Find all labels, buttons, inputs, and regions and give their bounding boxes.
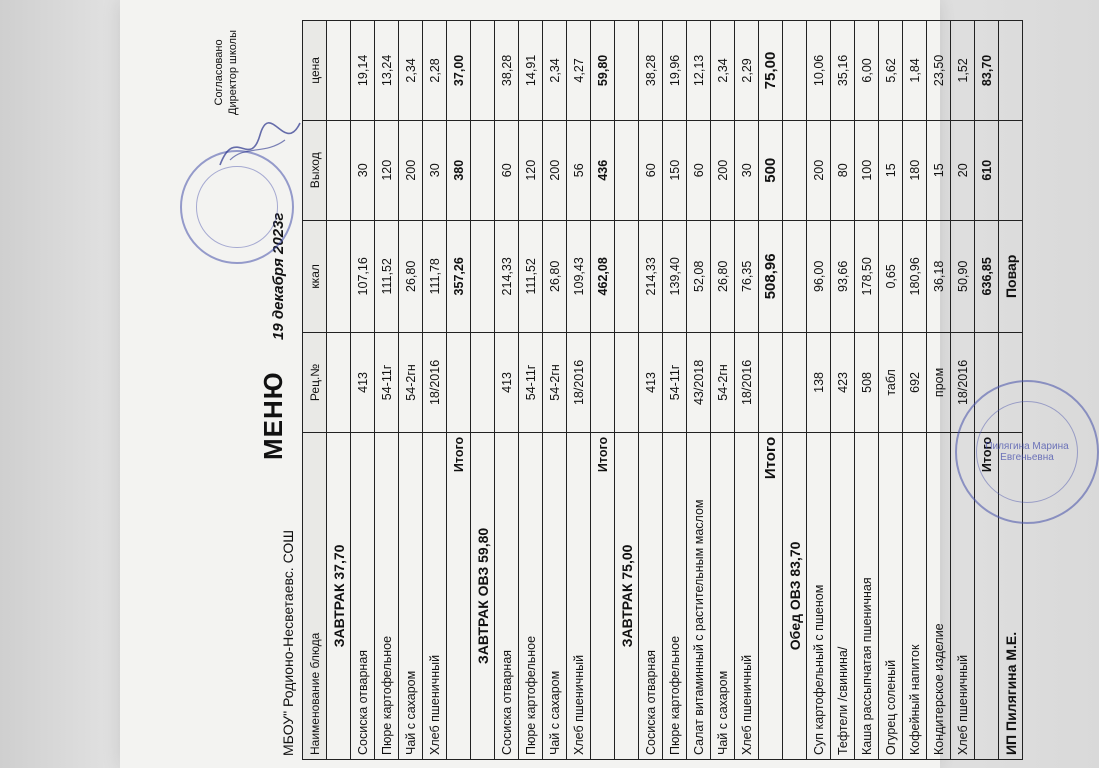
table-row [735,21,759,760]
dish-output: 20 [951,120,975,220]
dish-output: 150 [663,120,687,220]
total-row [591,21,615,760]
dish-kcal: 26,80 [711,220,735,332]
table-row [927,21,951,760]
dish-price: 2,28 [423,21,447,121]
dish-output: 200 [543,120,567,220]
cook-label: Повар [999,220,1023,332]
dish-name: Суп картофельный с пшеном [807,432,831,759]
dish-recipe: 508 [855,333,879,433]
dish-output: 15 [927,120,951,220]
section-row [615,21,639,760]
dish-recipe: 138 [807,333,831,433]
menu-table-body [327,21,1023,760]
total-kcal: 357,26 [447,220,471,332]
section-row [471,21,495,760]
dish-kcal: 109,43 [567,220,591,332]
dish-price: 23,50 [927,21,951,121]
total-output: 436 [591,120,615,220]
dish-name: Пюре картофельное [519,432,543,759]
table-row [639,21,663,760]
dish-recipe: 54-2гн [711,333,735,433]
dish-price: 4,27 [567,21,591,121]
dish-recipe: 54-2гн [543,333,567,433]
menu-date: 19 декабря 2023г [270,212,287,340]
col-output-header: Выход [303,120,327,220]
section-title: ЗАВТРАК 75,00 [615,432,639,759]
total-price: 75,00 [759,21,783,121]
dish-output: 120 [519,120,543,220]
dish-recipe: табл [879,333,903,433]
dish-output: 30 [735,120,759,220]
dish-output: 180 [903,120,927,220]
signature-scribble [215,115,305,175]
dish-kcal: 111,78 [423,220,447,332]
dish-kcal: 178,50 [855,220,879,332]
dish-price: 5,62 [879,21,903,121]
table-row [495,21,519,760]
dish-name: Салат витаминный с растительным маслом [687,432,711,759]
approval-note [212,30,240,115]
section-title: ЗАВТРАК 37,70 [327,432,351,759]
total-kcal: 636,85 [975,220,999,332]
dish-recipe: 54-11г [519,333,543,433]
dish-output: 60 [495,120,519,220]
table-row [711,21,735,760]
dish-output: 60 [687,120,711,220]
dish-name: Чай с сахаром [399,432,423,759]
dish-kcal: 180,96 [903,220,927,332]
total-row [759,21,783,760]
dish-recipe: 413 [495,333,519,433]
dish-name: Каша рассыпчатая пшеничная [855,432,879,759]
dish-price: 13,24 [375,21,399,121]
table-row [951,21,975,760]
dish-price: 12,13 [687,21,711,121]
table-row [831,21,855,760]
total-price: 83,70 [975,21,999,121]
dish-output: 56 [567,120,591,220]
total-label: Итого [975,432,999,759]
dish-kcal: 214,33 [639,220,663,332]
dish-kcal: 36,18 [927,220,951,332]
dish-recipe: 692 [903,333,927,433]
total-kcal: 462,08 [591,220,615,332]
table-header-row [303,21,327,760]
table-row [375,21,399,760]
dish-name: Чай с сахаром [543,432,567,759]
table-row [903,21,927,760]
dish-kcal: 96,00 [807,220,831,332]
dish-price: 19,96 [663,21,687,121]
school-name: МБОУ" Родионо-Несветаевс. СОШ [280,529,296,756]
dish-output: 30 [423,120,447,220]
dish-name: Хлеб пшеничный [567,432,591,759]
col-recipe-header: Рец.№ [303,333,327,433]
dish-price: 10,06 [807,21,831,121]
dish-recipe: 413 [639,333,663,433]
table-row [855,21,879,760]
table-row [423,21,447,760]
dish-recipe: 43/2018 [687,333,711,433]
table-row [543,21,567,760]
dish-recipe: 18/2016 [423,333,447,433]
table-row [807,21,831,760]
table-row [567,21,591,760]
table-row [879,21,903,760]
dish-recipe: пром [927,333,951,433]
dish-output: 80 [831,120,855,220]
dish-name: Кондитерское изделие [927,432,951,759]
table-row [351,21,375,760]
dish-output: 100 [855,120,879,220]
dish-price: 35,16 [831,21,855,121]
dish-price: 2,29 [735,21,759,121]
total-price: 59,80 [591,21,615,121]
dish-name: Кофейный напиток [903,432,927,759]
dish-name: Хлеб пшеничный [423,432,447,759]
dish-name: Сосиска отварная [639,432,663,759]
dish-kcal: 111,52 [519,220,543,332]
dish-price: 2,34 [543,21,567,121]
dish-output: 60 [639,120,663,220]
dish-name: Хлеб пшеничный [735,432,759,759]
dish-price: 2,34 [399,21,423,121]
menu-table [302,20,1023,760]
col-price-header: цена [303,21,327,121]
dish-kcal: 107,16 [351,220,375,332]
dish-name: Огурец соленый [879,432,903,759]
dish-name: Пюре картофельное [663,432,687,759]
dish-recipe: 413 [351,333,375,433]
dish-kcal: 93,66 [831,220,855,332]
table-row [399,21,423,760]
dish-kcal: 0,65 [879,220,903,332]
supplier-stamp [955,380,1099,524]
dish-recipe: 18/2016 [951,333,975,433]
section-title: Обед ОВЗ 83,70 [783,432,807,759]
table-row [687,21,711,760]
col-name-header: Наименование блюда [303,432,327,759]
dish-output: 30 [351,120,375,220]
dish-recipe: 423 [831,333,855,433]
total-label: Итого [591,432,615,759]
supplier-name: ИП Пилягина М.Е. [999,432,1023,759]
dish-name: Хлеб пшеничный [951,432,975,759]
dish-output: 200 [711,120,735,220]
dish-recipe: 18/2016 [567,333,591,433]
dish-name: Тефтели /свинина/ [831,432,855,759]
dish-price: 19,14 [351,21,375,121]
dish-recipe: 54-11г [663,333,687,433]
table-row [519,21,543,760]
total-row [447,21,471,760]
total-label: Итого [759,432,783,759]
approval-line-2: Директор школы [227,30,239,115]
section-title: ЗАВТРАК ОВЗ 59,80 [471,432,495,759]
dish-output: 120 [375,120,399,220]
dish-recipe: 54-11г [375,333,399,433]
dish-kcal: 26,80 [543,220,567,332]
dish-recipe: 18/2016 [735,333,759,433]
dish-output: 200 [399,120,423,220]
dish-kcal: 139,40 [663,220,687,332]
dish-name: Сосиска отварная [351,432,375,759]
dish-kcal: 52,08 [687,220,711,332]
table-row [663,21,687,760]
dish-kcal: 76,35 [735,220,759,332]
section-row [783,21,807,760]
total-kcal: 508,96 [759,220,783,332]
total-price: 37,00 [447,21,471,121]
dish-kcal: 50,90 [951,220,975,332]
dish-price: 1,84 [903,21,927,121]
total-output: 500 [759,120,783,220]
paper-sheet [120,0,1069,768]
dish-kcal: 214,33 [495,220,519,332]
dish-price: 14,91 [519,21,543,121]
page-title: МЕНЮ [258,371,288,460]
total-label: Итого [447,432,471,759]
col-kcal-header: ккал [303,220,327,332]
dish-price: 38,28 [495,21,519,121]
supplier-stamp-inner: Пилягина Марина Евгеньевна [976,401,1079,504]
dish-name: Чай с сахаром [711,432,735,759]
dish-kcal: 26,80 [399,220,423,332]
dish-output: 200 [807,120,831,220]
dish-price: 1,52 [951,21,975,121]
dish-price: 6,00 [855,21,879,121]
dish-name: Пюре картофельное [375,432,399,759]
dish-price: 2,34 [711,21,735,121]
menu-document [213,20,1090,760]
total-output: 380 [447,120,471,220]
dish-recipe: 54-2гн [399,333,423,433]
approval-line-1: Согласовано [213,39,225,106]
section-row [327,21,351,760]
school-stamp-inner [196,166,277,247]
dish-price: 38,28 [639,21,663,121]
dish-output: 15 [879,120,903,220]
dish-name: Сосиска отварная [495,432,519,759]
dish-kcal: 111,52 [375,220,399,332]
total-output: 610 [975,120,999,220]
